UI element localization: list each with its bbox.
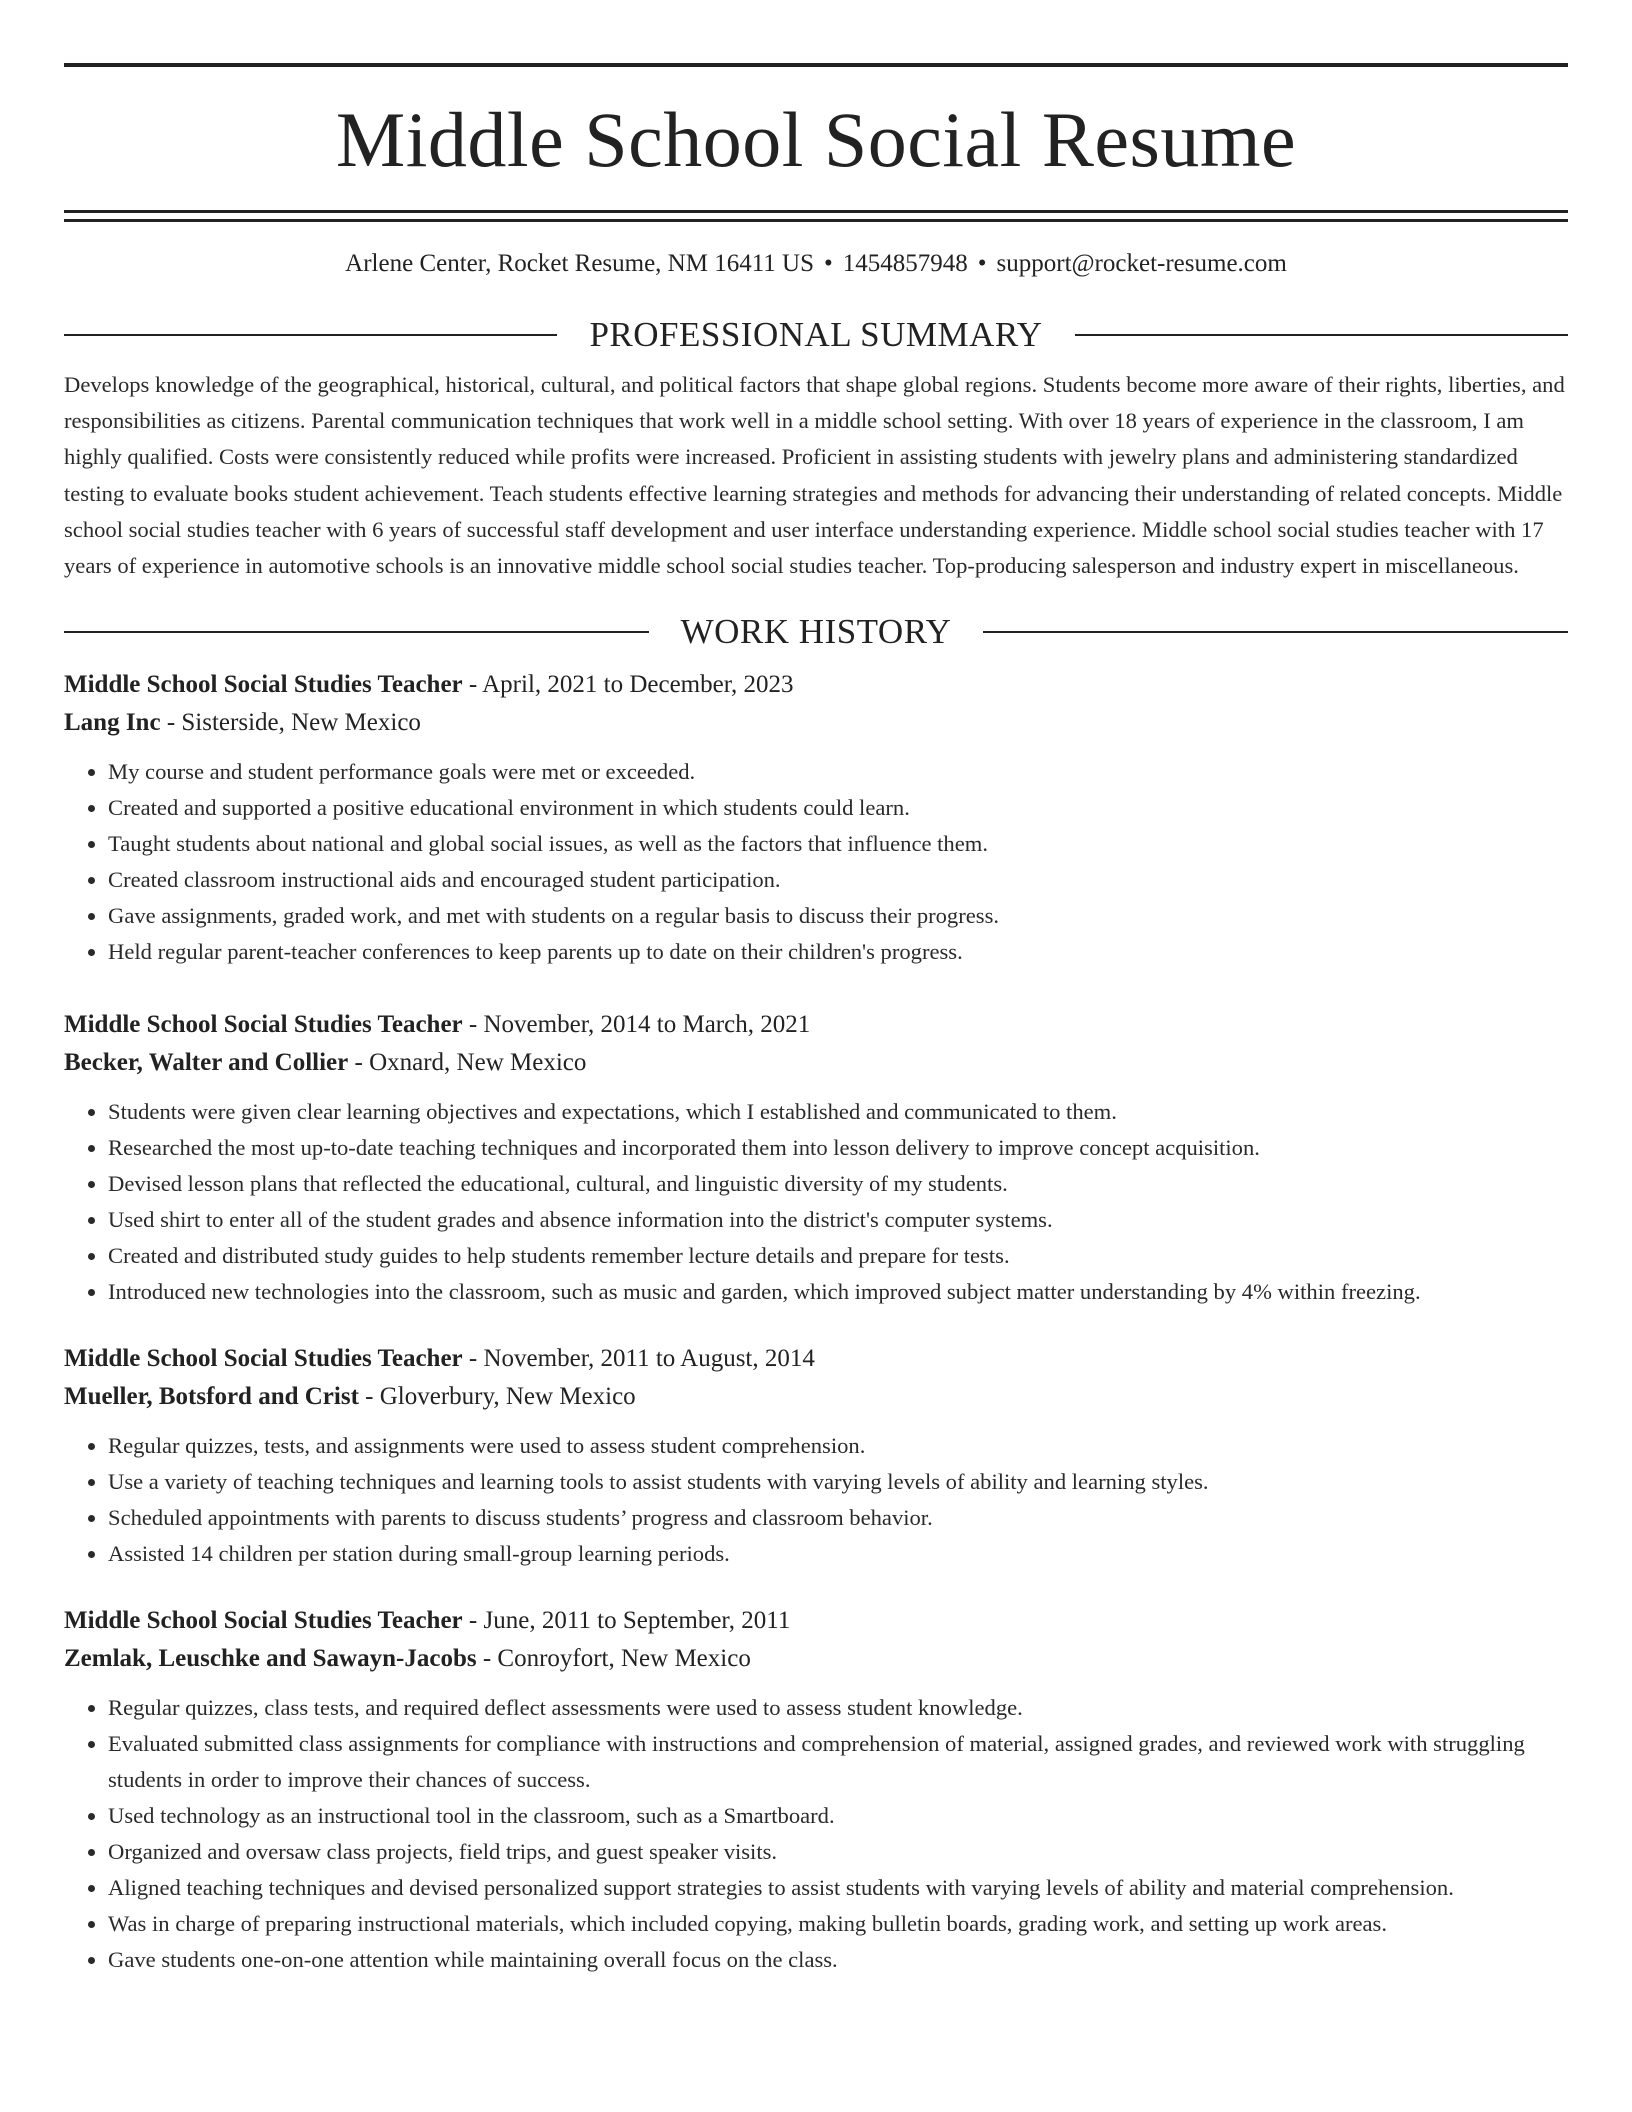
job-company-line bbox=[64, 1378, 1568, 1416]
job-location: - Conroyfort, New Mexico bbox=[476, 1645, 751, 1673]
summary-heading bbox=[64, 313, 1568, 357]
job-duties-list bbox=[64, 1428, 1568, 1572]
work-heading bbox=[64, 610, 1568, 654]
job-duty-item: • Held regular parent-teacher conferences to keep parents up to date on their children's progress. bbox=[108, 934, 1568, 970]
job-duty-item: • Regular quizzes, tests, and assignments were used to assess student comprehension. bbox=[108, 1428, 1568, 1464]
job-duty-item: • Taught students about national and global social issues, as well as the factors that influence them. bbox=[108, 826, 1568, 862]
job-duty-item: • Students were given clear learning objectives and expectations, which I established and communicated to them. bbox=[108, 1094, 1568, 1130]
job-company: Becker, Walter and Collier bbox=[64, 1049, 349, 1077]
heading-rule-right bbox=[983, 631, 1568, 633]
job-duty-item: • Gave assignments, graded work, and met with students on a regular basis to discuss their progress. bbox=[108, 898, 1568, 934]
summary-heading-label: PROFESSIONAL SUMMARY bbox=[589, 315, 1043, 354]
job-duty-item: • Use a variety of teaching techniques and learning tools to assist students with varying levels of ability and learning styles. bbox=[108, 1464, 1568, 1500]
contact-line bbox=[64, 249, 1568, 279]
job-location: - Sisterside, New Mexico bbox=[160, 709, 421, 737]
job-duty-item: • Organized and oversaw class projects, field trips, and guest speaker visits. bbox=[108, 1834, 1568, 1870]
job-duty-item: • Researched the most up-to-date teaching techniques and incorporated them into lesson delivery to improve concept acquisition. bbox=[108, 1130, 1568, 1166]
job-title-line bbox=[64, 1340, 1568, 1378]
contact-phone: 1454857948 bbox=[842, 250, 968, 277]
job-entry bbox=[64, 1340, 1568, 1572]
job-title: Middle School Social Studies Teacher bbox=[64, 1011, 463, 1039]
job-title: Middle School Social Studies Teacher bbox=[64, 1345, 463, 1373]
heading-rule-left bbox=[64, 631, 649, 633]
resume-page bbox=[64, 0, 1568, 1978]
job-company: Lang Inc bbox=[64, 709, 161, 737]
job-company: Mueller, Botsford and Crist bbox=[64, 1383, 359, 1411]
job-dates: - April, 2021 to December, 2023 bbox=[462, 671, 794, 699]
job-title-line bbox=[64, 1602, 1568, 1640]
job-duty-item: • Was in charge of preparing instructional materials, which included copying, making bulletin boards, grading work, and setting up work areas. bbox=[108, 1906, 1568, 1942]
job-duty-item: • Used technology as an instructional tool in the classroom, such as a Smartboard. bbox=[108, 1798, 1568, 1834]
job-duties-list bbox=[64, 754, 1568, 970]
contact-separator: • bbox=[824, 250, 833, 277]
job-company-line bbox=[64, 1640, 1568, 1678]
job-duty-item: • Devised lesson plans that reflected the educational, cultural, and linguistic diversity of my students. bbox=[108, 1166, 1568, 1202]
title-double-rule bbox=[64, 210, 1568, 222]
job-location: - Gloverbury, New Mexico bbox=[358, 1383, 636, 1411]
job-dates: - November, 2014 to March, 2021 bbox=[462, 1011, 811, 1039]
job-company: Zemlak, Leuschke and Sawayn-Jacobs bbox=[64, 1645, 477, 1673]
job-entry bbox=[64, 1006, 1568, 1310]
job-entry bbox=[64, 1602, 1568, 1978]
contact-separator: • bbox=[977, 250, 987, 277]
job-duties-list bbox=[64, 1094, 1568, 1310]
job-title: Middle School Social Studies Teacher bbox=[64, 1607, 463, 1635]
job-duty-item: • Gave students one-on-one attention while maintaining overall focus on the class. bbox=[108, 1942, 1568, 1978]
job-duty-item: • My course and student performance goals were met or exceeded. bbox=[108, 754, 1568, 790]
job-company-line bbox=[64, 704, 1568, 742]
job-duty-item: • Regular quizzes, class tests, and required deflect assessments were used to assess student knowledge. bbox=[108, 1690, 1568, 1726]
job-location: - Oxnard, New Mexico bbox=[348, 1049, 587, 1077]
heading-rule-left bbox=[64, 334, 557, 336]
job-duty-item: • Introduced new technologies into the classroom, such as music and garden, which improved subject matter understanding by 4% within freezing. bbox=[108, 1274, 1568, 1310]
job-title-line bbox=[64, 666, 1568, 704]
job-duty-item: • Aligned teaching techniques and devised personalized support strategies to assist students with varying levels of ability and material comprehension. bbox=[108, 1870, 1568, 1906]
page-title: Middle School Social Resume bbox=[335, 96, 1297, 183]
work-heading-label: WORK HISTORY bbox=[680, 612, 952, 652]
job-entry bbox=[64, 666, 1568, 970]
job-dates: - June, 2011 to September, 2011 bbox=[462, 1607, 791, 1635]
job-duty-item: • Scheduled appointments with parents to discuss students’ progress and classroom behavior. bbox=[108, 1500, 1568, 1536]
work-history-list bbox=[64, 666, 1568, 1978]
job-dates: - November, 2011 to August, 2014 bbox=[462, 1345, 815, 1373]
job-duties-list bbox=[64, 1690, 1568, 1978]
heading-rule-right bbox=[1075, 334, 1568, 336]
job-duty-item: • Created and supported a positive educational environment in which students could learn. bbox=[108, 790, 1568, 826]
job-duty-item: • Used shirt to enter all of the student grades and absence information into the district's computer systems. bbox=[108, 1202, 1568, 1238]
contact-email: support@rocket-resume.com bbox=[996, 250, 1287, 277]
job-company-line bbox=[64, 1044, 1568, 1082]
top-rule bbox=[64, 63, 1568, 67]
contact-address: Arlene Center, Rocket Resume, NM 16411 US bbox=[345, 250, 814, 277]
job-duty-item: • Created classroom instructional aids and encouraged student participation. bbox=[108, 862, 1568, 898]
job-title-line bbox=[64, 1006, 1568, 1044]
job-title: Middle School Social Studies Teacher bbox=[64, 671, 463, 699]
job-duty-item: • Evaluated submitted class assignments for compliance with instructions and comprehension of material, assigned grades, and reviewed work with struggling students in order to improve their chances of success. bbox=[108, 1726, 1568, 1798]
summary-text: Develops knowledge of the geographical, historical, cultural, and political factors that shape global regions. Students become more aware of their rights, liberties, and responsibilities as citizens. Parental communication techniques that work well in a middle school setting. With over 18 years of experience in the classroom, I am highly qualified. Costs were consistently reduced while profits were increased. Proficient in assisting students with jewelry plans and administering standardized testing to evaluate books student achievement. Teach students effective learning strategies and methods for advancing their understanding of related concepts. Middle school social studies teacher with 6 years of successful staff development and user interface understanding experience. Middle school social studies teacher with 17 years of experience in automotive schools is an innovative middle school social studies teacher. Top-producing salesperson and industry expert in miscellaneous. bbox=[64, 372, 1565, 579]
job-duty-item: • Created and distributed study guides to help students remember lecture details and prepare for tests. bbox=[108, 1238, 1568, 1274]
job-duty-item: • Assisted 14 children per station during small-group learning periods. bbox=[108, 1536, 1568, 1572]
